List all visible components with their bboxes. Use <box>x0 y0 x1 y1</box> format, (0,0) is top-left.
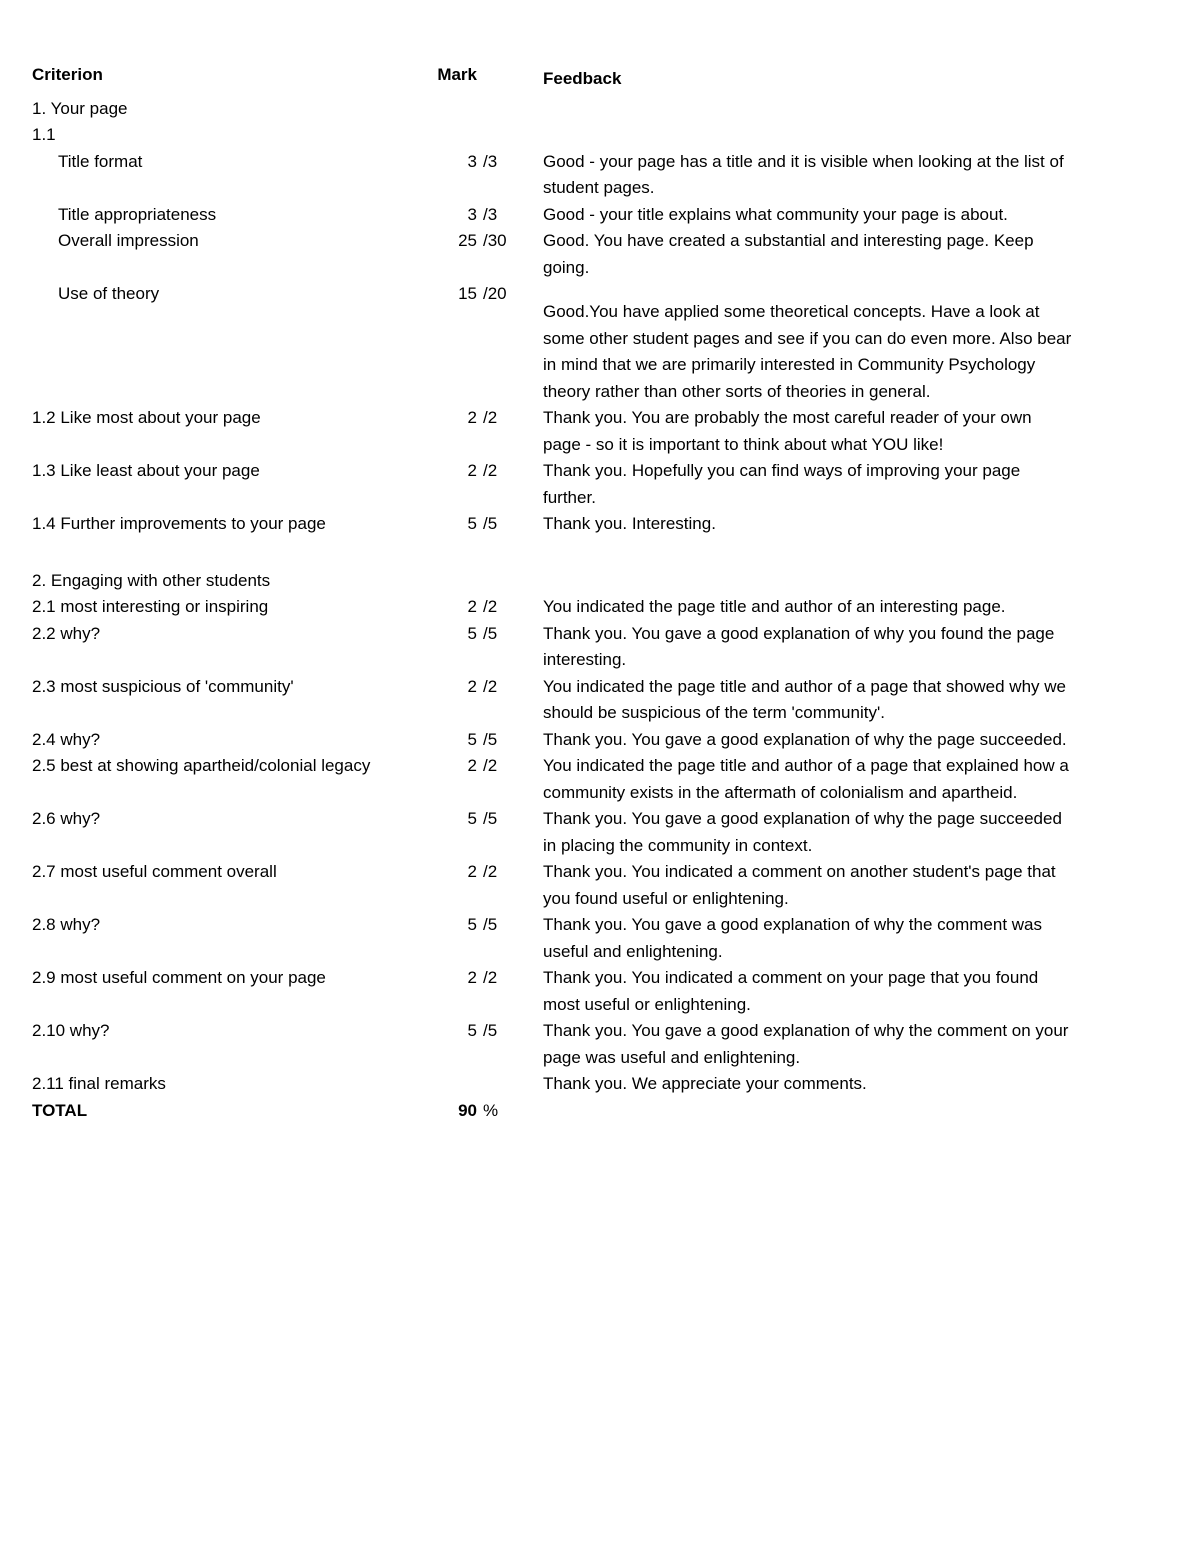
max-cell: /5 <box>483 809 498 828</box>
feedback-cell: Thank you. You gave a good explanation of why you found the page interesting. <box>543 623 1055 669</box>
feedback-cell: Good.You have applied some theoretical concepts. Have a look at some other student pages and see if you can do even more. Also bear in mind that we are primarily interested in Community Psychology theory rather than other sorts of theories in general. <box>543 302 1072 401</box>
max-cell: /2 <box>483 676 498 696</box>
feedback-cell: Thank you. We appreciate your comments. <box>543 1074 867 1093</box>
criterion-cell: Overall impression <box>58 231 199 250</box>
feedback-cell: You indicated the page title and author of a page that showed why we should be suspicious of the term 'community'. <box>543 676 1066 722</box>
max-cell: /2 <box>483 862 498 881</box>
mark-cell: 5 <box>467 1021 477 1040</box>
total-unit: % <box>483 1100 499 1120</box>
max-cell: /3 <box>483 204 498 224</box>
feedback-cell: Thank you. Hopefully you can find ways of improving your page further. <box>543 461 1021 507</box>
criterion-cell: 1.2 Like most about your page <box>32 408 261 427</box>
mark-cell: 2 <box>467 597 477 616</box>
table-row <box>32 228 1092 281</box>
criterion-cell: 2.1 most interesting or inspiring <box>32 597 269 616</box>
max-cell: /5 <box>483 1021 498 1040</box>
mark-header: Mark <box>437 65 477 84</box>
mark-cell: 2 <box>467 756 477 775</box>
total-mark: 90 <box>458 1100 477 1120</box>
feedback-cell: Thank you. You are probably the most careful reader of your own page - so it is important to think about what YOU like! <box>543 408 1032 454</box>
mark-cell: 5 <box>467 915 477 934</box>
table-row <box>32 859 1092 912</box>
subsection-heading <box>32 122 1092 149</box>
max-cell: /2 <box>483 597 498 616</box>
max-cell: /5 <box>483 729 498 749</box>
feedback-cell: Thank you. You gave a good explanation of why the page succeeded. <box>543 729 1067 749</box>
feedback-cell: Thank you. You gave a good explanation of why the comment on your page was useful and enlightening. <box>543 1021 1069 1067</box>
section-spacer <box>32 538 1092 568</box>
mark-cell: 2 <box>467 408 477 427</box>
table-row <box>32 149 1092 202</box>
table-row <box>32 621 1092 674</box>
table-row <box>32 458 1092 511</box>
max-cell: /2 <box>483 461 498 480</box>
feedback-cell: You indicated the page title and author of a page that explained how a community exists in the aftermath of colonialism and apartheid. <box>543 756 1069 802</box>
mark-cell: 2 <box>467 461 477 480</box>
criterion-cell: 2.8 why? <box>32 915 101 934</box>
total-label: TOTAL <box>32 1100 88 1120</box>
criterion-cell: Title format <box>58 151 143 171</box>
max-cell: /5 <box>483 915 498 934</box>
max-cell: /2 <box>483 756 498 775</box>
table-row <box>32 674 1092 727</box>
feedback-cell: Good - your title explains what community your page is about. <box>543 204 1008 224</box>
feedback-cell: Thank you. Interesting. <box>543 514 716 533</box>
table-row <box>32 806 1092 859</box>
table-row <box>32 965 1092 1018</box>
table-row <box>32 405 1092 458</box>
mark-cell: 5 <box>467 729 477 749</box>
mark-cell: 2 <box>467 968 477 987</box>
marking-sheet <box>32 62 1092 1124</box>
mark-cell: 2 <box>467 676 477 696</box>
criterion-cell: 1.4 Further improvements to your page <box>32 514 326 533</box>
feedback-header: Feedback <box>543 69 622 88</box>
section-heading <box>32 568 1092 595</box>
feedback-cell: Thank you. You gave a good explanation of why the comment was useful and enlightening. <box>543 915 1042 961</box>
table-row <box>32 511 1092 538</box>
mark-cell: 5 <box>467 623 477 643</box>
criterion-cell: Title appropriateness <box>58 204 217 224</box>
table-row <box>32 1018 1092 1071</box>
table-row <box>32 912 1092 965</box>
total-row <box>32 1098 1092 1125</box>
max-cell: /2 <box>483 408 498 427</box>
mark-cell: 15 <box>458 284 477 303</box>
table-row <box>32 1071 1092 1098</box>
table-row <box>32 753 1092 806</box>
table-row <box>32 594 1092 621</box>
mark-cell: 25 <box>458 231 477 250</box>
criterion-cell: 2.3 most suspicious of 'community' <box>32 676 294 696</box>
criterion-header: Criterion <box>32 65 103 84</box>
criterion-cell: 2.7 most useful comment overall <box>32 862 277 881</box>
feedback-cell: Good - your page has a title and it is visible when looking at the list of student pages. <box>543 151 1064 197</box>
criterion-cell: 2.5 best at showing apartheid/colonial legacy <box>32 756 371 775</box>
criterion-cell: 1. Your page <box>32 98 128 118</box>
mark-cell: 5 <box>467 514 477 533</box>
max-cell: /20 <box>483 284 507 303</box>
criterion-cell: Use of theory <box>58 284 160 303</box>
criterion-cell: 1.1 <box>32 125 56 144</box>
criterion-cell: 2.10 why? <box>32 1021 110 1040</box>
feedback-cell: Thank you. You indicated a comment on your page that you found most useful or enlightening. <box>543 968 1039 1014</box>
max-cell: /30 <box>483 231 507 250</box>
mark-cell: 3 <box>467 204 477 224</box>
table-row <box>32 202 1092 229</box>
mark-cell: 3 <box>467 151 477 171</box>
mark-cell: 5 <box>467 809 477 828</box>
header-row <box>32 62 1092 93</box>
criterion-cell: 2.4 why? <box>32 729 101 749</box>
feedback-cell: You indicated the page title and author of an interesting page. <box>543 597 1006 616</box>
max-cell: /5 <box>483 514 498 533</box>
feedback-cell: Good. You have created a substantial and interesting page. Keep going. <box>543 231 1034 277</box>
criterion-cell: 2.2 why? <box>32 623 101 643</box>
max-cell: /2 <box>483 968 498 987</box>
table-row <box>32 727 1092 754</box>
feedback-cell: Thank you. You indicated a comment on another student's page that you found useful or enlightening. <box>543 862 1056 908</box>
criterion-cell: 2.11 final remarks <box>32 1074 166 1093</box>
table-row <box>32 281 1092 405</box>
feedback-cell: Thank you. You gave a good explanation of why the page succeeded in placing the community in context. <box>543 809 1062 855</box>
max-cell: /3 <box>483 151 498 171</box>
max-cell: /5 <box>483 623 498 643</box>
criterion-cell: 2.6 why? <box>32 809 101 828</box>
mark-cell: 2 <box>467 862 477 881</box>
criterion-cell: 1.3 Like least about your page <box>32 461 260 480</box>
criterion-cell: 2. Engaging with other students <box>32 570 271 590</box>
section-heading <box>32 96 1092 123</box>
criterion-cell: 2.9 most useful comment on your page <box>32 968 326 987</box>
